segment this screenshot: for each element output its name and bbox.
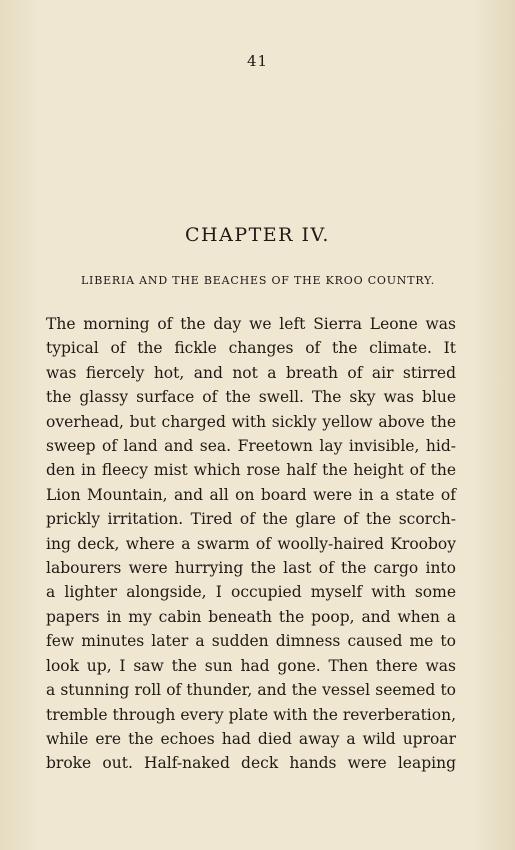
- chapter-subtitle: LIBERIA AND THE BEACHES OF THE KROO COUNTRY.: [80, 274, 436, 287]
- body-line: Lion Mountain, and all on board were in a state of: [46, 485, 456, 504]
- body-line: broke out. Half-naked deck hands were leaping: [46, 754, 456, 773]
- body-line: a stunning roll of thunder, and the vessel seemed to: [46, 681, 456, 700]
- page-number: 41: [246, 52, 269, 70]
- body-line: overhead, but charged with sickly yellow above the: [46, 412, 456, 431]
- body-line: labourers were hurrying the last of the cargo into: [46, 559, 456, 578]
- body-line: papers in my cabin beneath the poop, and when a: [46, 607, 456, 626]
- body-line: few minutes later a sudden dimness caused me to: [46, 632, 456, 651]
- body-line: look up, I saw the sun had gone. Then there was: [46, 656, 456, 675]
- body-line: prickly irritation. Tired of the glare of the scorch-: [46, 510, 456, 529]
- body-line: ing deck, where a swarm of woolly-haired Krooboy: [46, 534, 456, 553]
- body-line: The morning of the day we left Sierra Leone was: [46, 315, 456, 333]
- body-line: was fiercely hot, and not a breath of air stirred: [46, 363, 456, 382]
- chapter-title: CHAPTER IV.: [185, 224, 330, 246]
- body-line: sweep of land and sea. Freetown lay invisible, hid-: [46, 437, 456, 456]
- body-line: typical of the fickle changes of the climate. It: [46, 339, 456, 358]
- body-line: den in fleecy mist which rose half the height of the: [46, 461, 456, 480]
- body-line: tremble through every plate with the reverberation,: [46, 705, 456, 724]
- body-line: a lighter alongside, I occupied myself with some: [46, 583, 456, 602]
- body-line: while ere the echoes had died away a wild uproar: [46, 729, 456, 748]
- body-line: the glassy surface of the swell. The sky was blue: [46, 388, 456, 407]
- body-text: [46, 312, 456, 776]
